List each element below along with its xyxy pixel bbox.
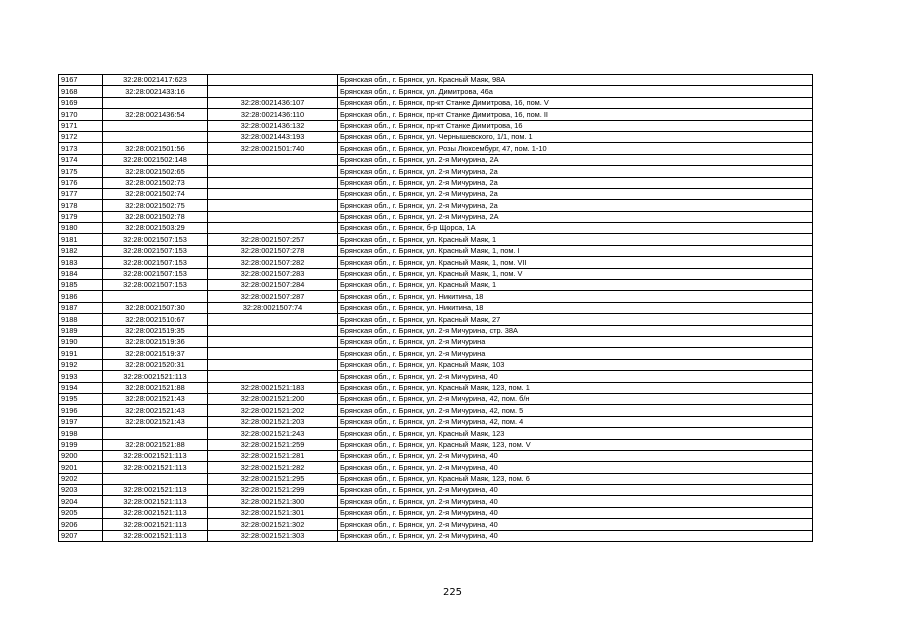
document-page [58,74,813,542]
row-number-cell: 9187 [59,302,103,313]
land-cadastral-number-cell: 32:28:0021502:74 [103,188,208,199]
land-cadastral-number-cell: 32:28:0021521:43 [103,416,208,427]
table-row [59,234,813,245]
table-row [59,371,813,382]
table-row [59,405,813,416]
table-row [59,166,813,177]
address-cell: Брянская обл., г. Брянск, пр-кт Станке Димитрова, 16, пом. II [338,109,813,120]
row-number-cell: 9205 [59,507,103,518]
row-number-cell: 9186 [59,291,103,302]
row-number-cell: 9194 [59,382,103,393]
land-cadastral-number-cell: 32:28:0021521:113 [103,462,208,473]
object-cadastral-number-cell: 32:28:0021521:259 [208,439,338,450]
table-row [59,177,813,188]
table-row [59,211,813,222]
land-cadastral-number-cell: 32:28:0021521:113 [103,496,208,507]
address-cell: Брянская обл., г. Брянск, ул. 2-я Мичурина, 40 [338,485,813,496]
land-cadastral-number-cell [103,131,208,142]
address-cell: Брянская обл., г. Брянск, ул. 2-я Мичурина, 42, пом. 5 [338,405,813,416]
table-row [59,245,813,256]
land-cadastral-number-cell: 32:28:0021507:153 [103,268,208,279]
registry-table-body [59,75,813,542]
address-cell: Брянская обл., г. Брянск, ул. Красный Маяк, 1, пом. VII [338,257,813,268]
land-cadastral-number-cell: 32:28:0021510:67 [103,314,208,325]
object-cadastral-number-cell: 32:28:0021521:301 [208,507,338,518]
row-number-cell: 9184 [59,268,103,279]
address-cell: Брянская обл., г. Брянск, ул. Чернышевского, 1/1, пом. 1 [338,131,813,142]
land-cadastral-number-cell: 32:28:0021521:113 [103,371,208,382]
row-number-cell: 9193 [59,371,103,382]
row-number-cell: 9197 [59,416,103,427]
address-cell: Брянская обл., г. Брянск, ул. 2-я Мичурина [338,348,813,359]
land-cadastral-number-cell: 32:28:0021502:65 [103,166,208,177]
land-cadastral-number-cell: 32:28:0021502:75 [103,200,208,211]
address-cell: Брянская обл., г. Брянск, ул. Красный Маяк, 123, пом. 1 [338,382,813,393]
row-number-cell: 9200 [59,450,103,461]
object-cadastral-number-cell: 32:28:0021521:203 [208,416,338,427]
table-row [59,143,813,154]
table-row [59,336,813,347]
row-number-cell: 9183 [59,257,103,268]
land-cadastral-number-cell: 32:28:0021507:153 [103,245,208,256]
land-cadastral-number-cell: 32:28:0021507:153 [103,234,208,245]
row-number-cell: 9177 [59,188,103,199]
row-number-cell: 9168 [59,86,103,97]
table-row [59,314,813,325]
object-cadastral-number-cell [208,86,338,97]
object-cadastral-number-cell [208,75,338,86]
object-cadastral-number-cell: 32:28:0021521:299 [208,485,338,496]
row-number-cell: 9196 [59,405,103,416]
row-number-cell: 9198 [59,428,103,439]
table-row [59,359,813,370]
land-cadastral-number-cell: 32:28:0021502:78 [103,211,208,222]
object-cadastral-number-cell: 32:28:0021521:302 [208,519,338,530]
row-number-cell: 9172 [59,131,103,142]
land-cadastral-number-cell [103,97,208,108]
row-number-cell: 9174 [59,154,103,165]
address-cell: Брянская обл., г. Брянск, ул. 2-я Мичурина, стр. 38А [338,325,813,336]
address-cell: Брянская обл., г. Брянск, ул. 2-я Мичурина, 2а [338,177,813,188]
land-cadastral-number-cell: 32:28:0021521:113 [103,450,208,461]
address-cell: Брянская обл., г. Брянск, ул. Красный Маяк, 1 [338,280,813,291]
land-cadastral-number-cell: 32:28:0021520:31 [103,359,208,370]
address-cell: Брянская обл., г. Брянск, ул. Красный Маяк, 1 [338,234,813,245]
address-cell: Брянская обл., г. Брянск, ул. 2-я Мичурина, 40 [338,530,813,541]
table-row [59,97,813,108]
object-cadastral-number-cell [208,177,338,188]
object-cadastral-number-cell [208,325,338,336]
address-cell: Брянская обл., г. Брянск, б-р Щорса, 1А [338,223,813,234]
object-cadastral-number-cell [208,314,338,325]
row-number-cell: 9188 [59,314,103,325]
object-cadastral-number-cell: 32:28:0021507:257 [208,234,338,245]
address-cell: Брянская обл., г. Брянск, ул. Красный Маяк, 123, пом. V [338,439,813,450]
row-number-cell: 9178 [59,200,103,211]
object-cadastral-number-cell: 32:28:0021521:202 [208,405,338,416]
object-cadastral-number-cell: 32:28:0021507:278 [208,245,338,256]
row-number-cell: 9185 [59,280,103,291]
table-row [59,530,813,541]
address-cell: Брянская обл., г. Брянск, ул. 2-я Мичурина, 2а [338,188,813,199]
address-cell: Брянская обл., г. Брянск, ул. 2-я Мичурина, 2а [338,200,813,211]
land-cadastral-number-cell [103,120,208,131]
row-number-cell: 9171 [59,120,103,131]
row-number-cell: 9190 [59,336,103,347]
address-cell: Брянская обл., г. Брянск, ул. 2-я Мичурина, 40 [338,450,813,461]
address-cell: Брянская обл., г. Брянск, ул. Красный Маяк, 103 [338,359,813,370]
object-cadastral-number-cell: 32:28:0021521:295 [208,473,338,484]
address-cell: Брянская обл., г. Брянск, ул. Красный Маяк, 98А [338,75,813,86]
address-cell: Брянская обл., г. Брянск, ул. Розы Люксембург, 47, пом. 1-10 [338,143,813,154]
row-number-cell: 9206 [59,519,103,530]
object-cadastral-number-cell: 32:28:0021436:132 [208,120,338,131]
address-cell: Брянская обл., г. Брянск, ул. Красный Маяк, 1, пом. I [338,245,813,256]
land-cadastral-number-cell: 32:28:0021507:153 [103,280,208,291]
row-number-cell: 9189 [59,325,103,336]
object-cadastral-number-cell [208,154,338,165]
table-row [59,462,813,473]
row-number-cell: 9173 [59,143,103,154]
object-cadastral-number-cell: 32:28:0021521:300 [208,496,338,507]
object-cadastral-number-cell: 32:28:0021507:74 [208,302,338,313]
land-cadastral-number-cell [103,473,208,484]
row-number-cell: 9170 [59,109,103,120]
row-number-cell: 9207 [59,530,103,541]
table-row [59,188,813,199]
object-cadastral-number-cell: 32:28:0021501:740 [208,143,338,154]
table-row [59,519,813,530]
table-row [59,200,813,211]
table-row [59,280,813,291]
address-cell: Брянская обл., г. Брянск, ул. 2-я Мичурина, 2А [338,154,813,165]
object-cadastral-number-cell: 32:28:0021436:107 [208,97,338,108]
table-row [59,473,813,484]
table-row [59,86,813,97]
address-cell: Брянская обл., г. Брянск, ул. Красный Маяк, 27 [338,314,813,325]
land-cadastral-number-cell: 32:28:0021521:113 [103,485,208,496]
table-row [59,302,813,313]
address-cell: Брянская обл., г. Брянск, ул. Никитина, 18 [338,302,813,313]
row-number-cell: 9182 [59,245,103,256]
row-number-cell: 9204 [59,496,103,507]
table-row [59,131,813,142]
row-number-cell: 9203 [59,485,103,496]
object-cadastral-number-cell [208,166,338,177]
land-cadastral-number-cell: 32:28:0021436:54 [103,109,208,120]
row-number-cell: 9181 [59,234,103,245]
land-cadastral-number-cell [103,428,208,439]
land-cadastral-number-cell: 32:28:0021521:113 [103,507,208,518]
land-cadastral-number-cell: 32:28:0021521:43 [103,405,208,416]
table-row [59,291,813,302]
table-row [59,450,813,461]
object-cadastral-number-cell [208,371,338,382]
table-row [59,439,813,450]
table-row [59,507,813,518]
table-row [59,393,813,404]
land-cadastral-number-cell: 32:28:0021519:35 [103,325,208,336]
land-cadastral-number-cell: 32:28:0021519:37 [103,348,208,359]
object-cadastral-number-cell: 32:28:0021436:110 [208,109,338,120]
address-cell: Брянская обл., г. Брянск, ул. Красный Маяк, 123, пом. 6 [338,473,813,484]
table-row [59,109,813,120]
object-cadastral-number-cell: 32:28:0021521:200 [208,393,338,404]
table-row [59,268,813,279]
table-row [59,223,813,234]
land-cadastral-number-cell: 32:28:0021521:88 [103,439,208,450]
table-row [59,75,813,86]
table-row [59,382,813,393]
object-cadastral-number-cell: 32:28:0021521:281 [208,450,338,461]
address-cell: Брянская обл., г. Брянск, пр-кт Станке Димитрова, 16, пом. V [338,97,813,108]
land-cadastral-number-cell: 32:28:0021433:16 [103,86,208,97]
table-row [59,325,813,336]
object-cadastral-number-cell: 32:28:0021507:287 [208,291,338,302]
table-row [59,120,813,131]
object-cadastral-number-cell: 32:28:0021521:303 [208,530,338,541]
row-number-cell: 9199 [59,439,103,450]
object-cadastral-number-cell [208,336,338,347]
land-cadastral-number-cell: 32:28:0021521:88 [103,382,208,393]
address-cell: Брянская обл., г. Брянск, ул. 2-я Мичурина, 40 [338,462,813,473]
address-cell: Брянская обл., г. Брянск, ул. Красный Маяк, 1, пом. V [338,268,813,279]
object-cadastral-number-cell: 32:28:0021521:183 [208,382,338,393]
row-number-cell: 9201 [59,462,103,473]
land-cadastral-number-cell: 32:28:0021503:29 [103,223,208,234]
object-cadastral-number-cell: 32:28:0021507:282 [208,257,338,268]
table-row [59,154,813,165]
object-cadastral-number-cell [208,211,338,222]
table-row [59,428,813,439]
object-cadastral-number-cell [208,188,338,199]
address-cell: Брянская обл., г. Брянск, ул. 2-я Мичурина, 2а [338,166,813,177]
address-cell: Брянская обл., г. Брянск, ул. Никитина, 18 [338,291,813,302]
row-number-cell: 9167 [59,75,103,86]
address-cell: Брянская обл., г. Брянск, ул. 2-я Мичурина, 42, пом. б/н [338,393,813,404]
row-number-cell: 9169 [59,97,103,108]
land-cadastral-number-cell: 32:28:0021521:113 [103,530,208,541]
land-cadastral-number-cell: 32:28:0021507:30 [103,302,208,313]
table-row [59,348,813,359]
table-row [59,416,813,427]
object-cadastral-number-cell: 32:28:0021507:284 [208,280,338,291]
address-cell: Брянская обл., г. Брянск, пр-кт Станке Димитрова, 16 [338,120,813,131]
table-row [59,257,813,268]
row-number-cell: 9191 [59,348,103,359]
registry-table [58,74,813,542]
page-number: 225 [442,587,463,598]
land-cadastral-number-cell: 32:28:0021502:148 [103,154,208,165]
address-cell: Брянская обл., г. Брянск, ул. 2-я Мичурина, 42, пом. 4 [338,416,813,427]
object-cadastral-number-cell: 32:28:0021521:282 [208,462,338,473]
row-number-cell: 9195 [59,393,103,404]
land-cadastral-number-cell: 32:28:0021507:153 [103,257,208,268]
object-cadastral-number-cell: 32:28:0021507:283 [208,268,338,279]
land-cadastral-number-cell: 32:28:0021521:113 [103,519,208,530]
row-number-cell: 9175 [59,166,103,177]
address-cell: Брянская обл., г. Брянск, ул. 2-я Мичурина, 40 [338,507,813,518]
land-cadastral-number-cell: 32:28:0021417:623 [103,75,208,86]
row-number-cell: 9180 [59,223,103,234]
land-cadastral-number-cell: 32:28:0021521:43 [103,393,208,404]
object-cadastral-number-cell [208,200,338,211]
row-number-cell: 9176 [59,177,103,188]
object-cadastral-number-cell [208,348,338,359]
address-cell: Брянская обл., г. Брянск, ул. 2-я Мичурина, 40 [338,496,813,507]
table-row [59,496,813,507]
address-cell: Брянская обл., г. Брянск, ул. 2-я Мичурина [338,336,813,347]
row-number-cell: 9179 [59,211,103,222]
land-cadastral-number-cell: 32:28:0021502:73 [103,177,208,188]
address-cell: Брянская обл., г. Брянск, ул. Красный Маяк, 123 [338,428,813,439]
land-cadastral-number-cell [103,291,208,302]
land-cadastral-number-cell: 32:28:0021501:56 [103,143,208,154]
address-cell: Брянская обл., г. Брянск, ул. 2-я Мичурина, 40 [338,371,813,382]
object-cadastral-number-cell: 32:28:0021521:243 [208,428,338,439]
address-cell: Брянская обл., г. Брянск, ул. 2-я Мичурина, 2А [338,211,813,222]
row-number-cell: 9202 [59,473,103,484]
land-cadastral-number-cell: 32:28:0021519:36 [103,336,208,347]
address-cell: Брянская обл., г. Брянск, ул. 2-я Мичурина, 40 [338,519,813,530]
object-cadastral-number-cell [208,223,338,234]
address-cell: Брянская обл., г. Брянск, ул. Димитрова, 46а [338,86,813,97]
row-number-cell: 9192 [59,359,103,370]
object-cadastral-number-cell: 32:28:0021443:193 [208,131,338,142]
object-cadastral-number-cell [208,359,338,370]
table-row [59,485,813,496]
